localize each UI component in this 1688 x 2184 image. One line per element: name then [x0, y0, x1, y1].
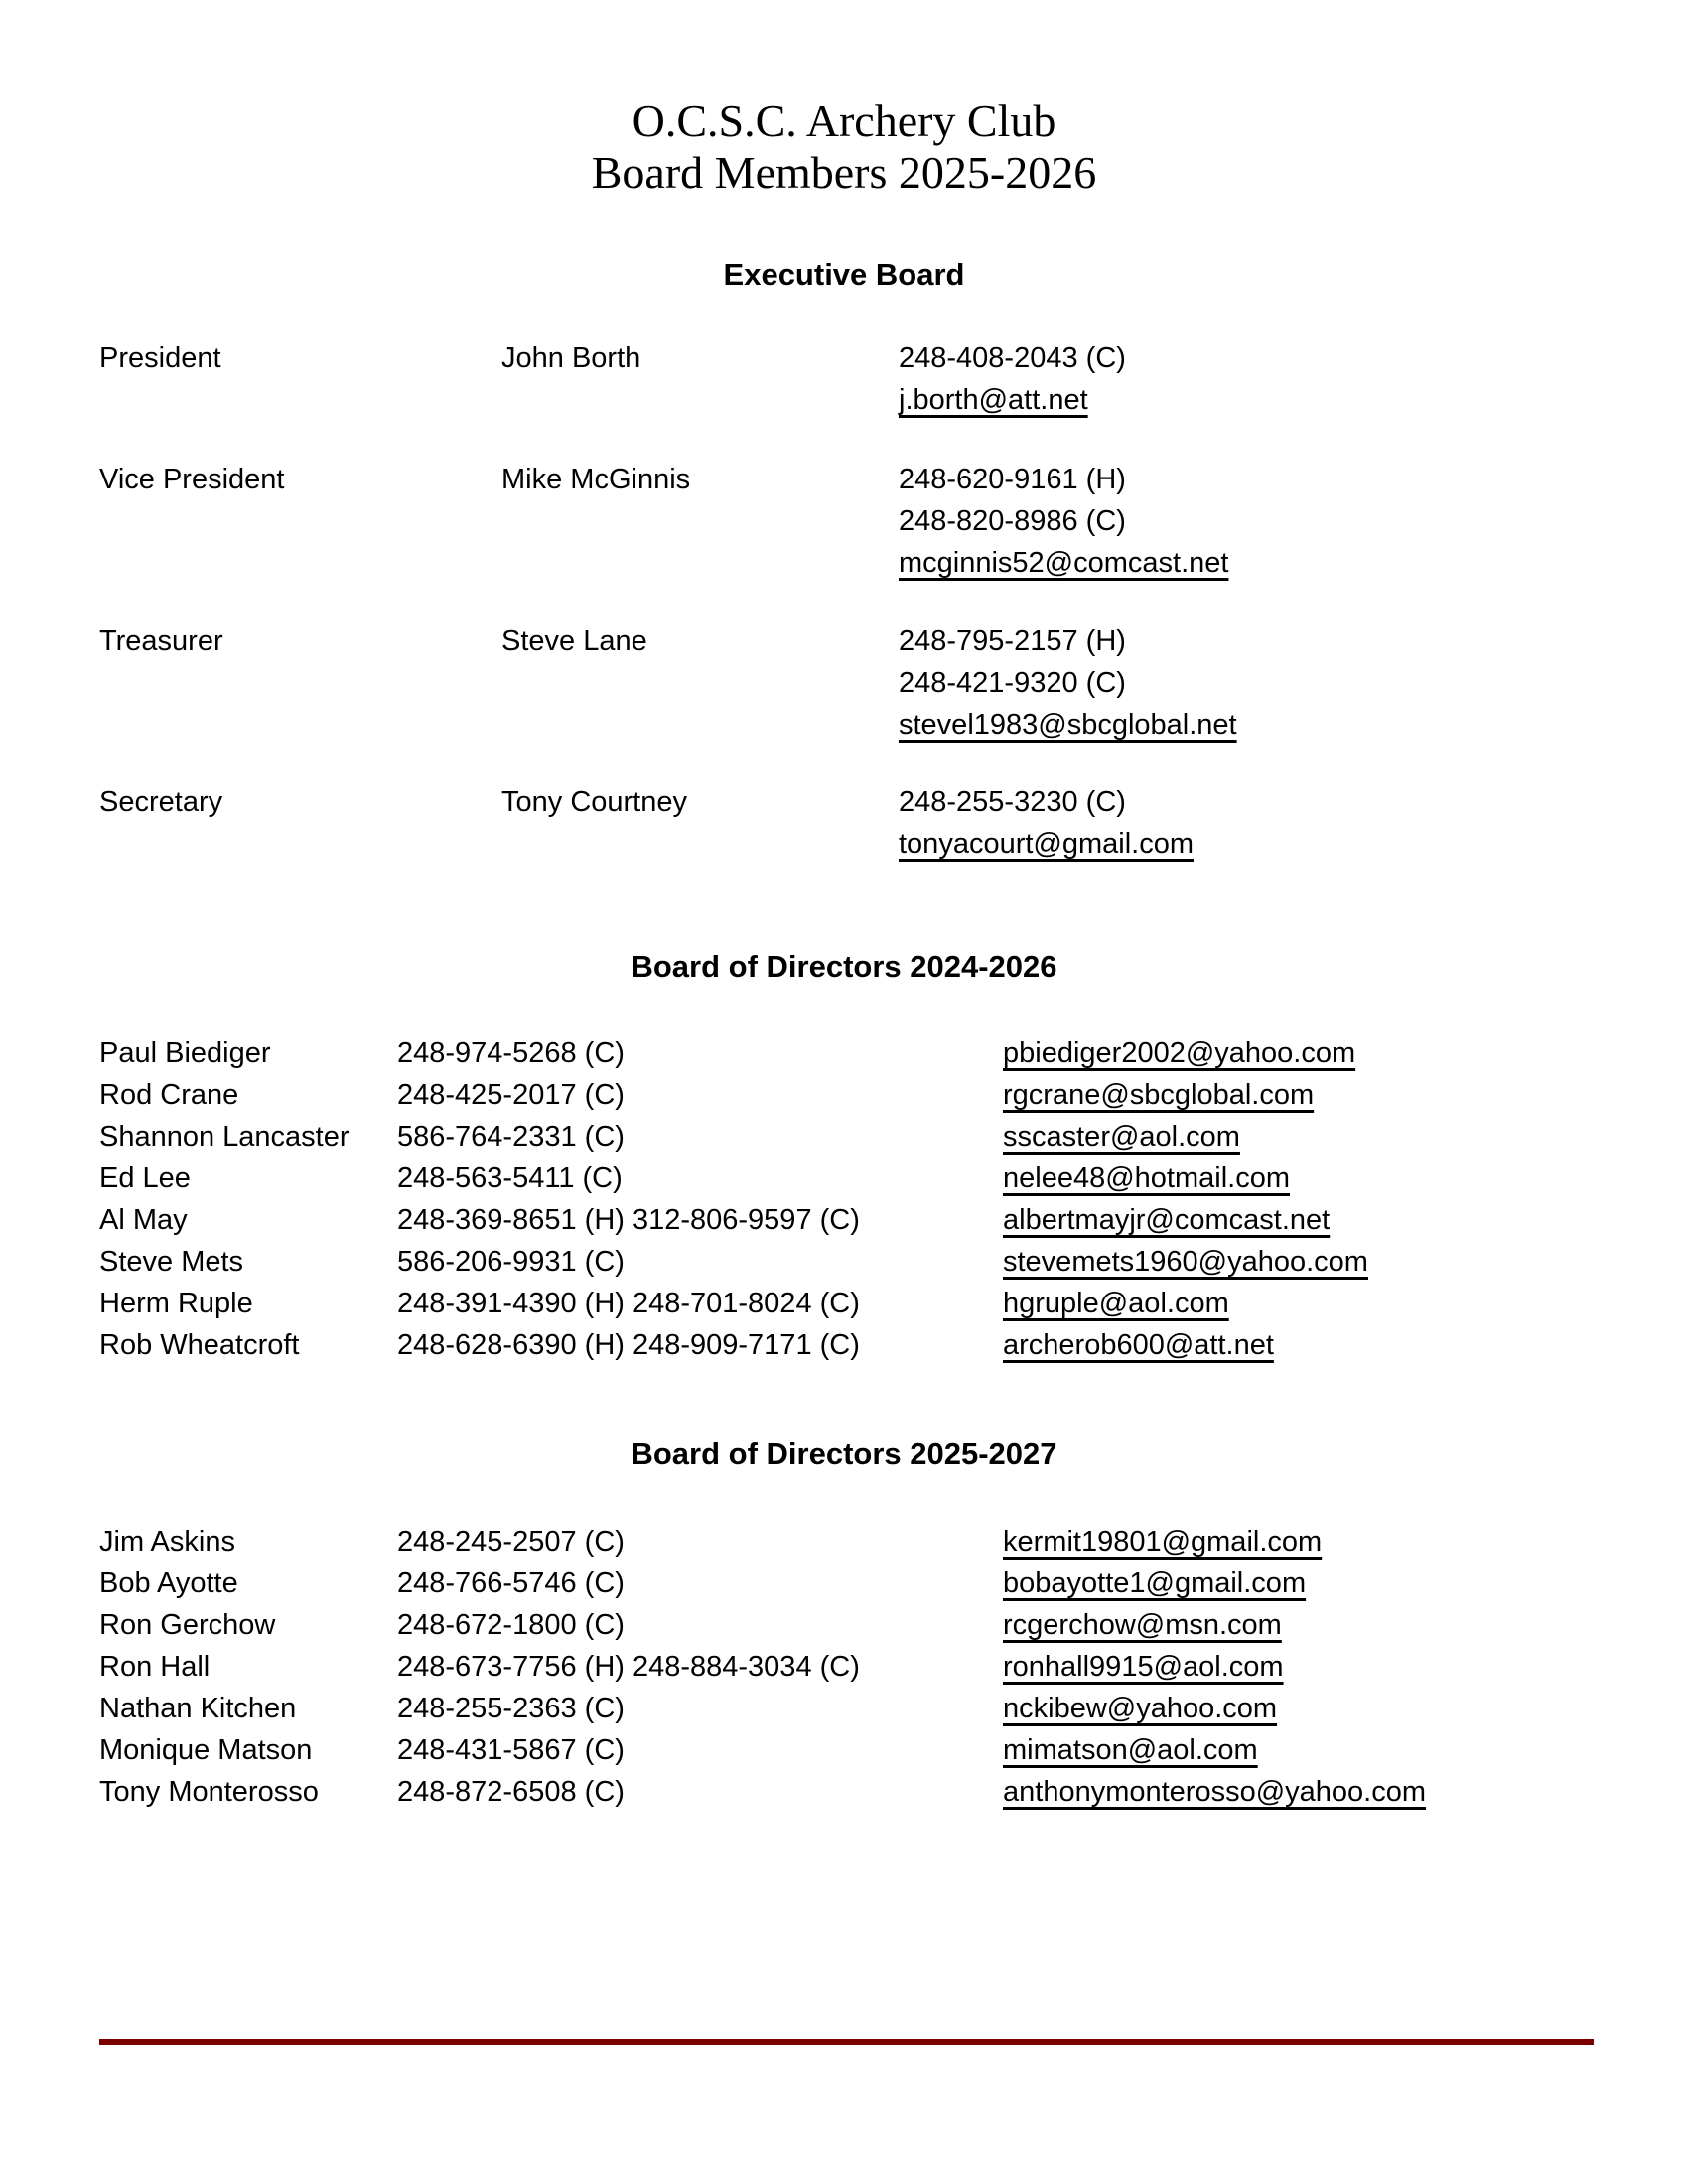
member-name: Steve Lane — [501, 625, 647, 657]
email-link[interactable]: mcginnis52@comcast.net — [899, 547, 1229, 579]
email-link[interactable]: hgruple@aol.com — [1003, 1288, 1229, 1319]
divider-line — [99, 2039, 1594, 2045]
contact-block — [899, 620, 1237, 746]
email-link[interactable]: stevel1983@sbcglobal.net — [899, 709, 1237, 741]
phone-text: 248-795-2157 (H) — [899, 625, 1126, 657]
director-row — [0, 1688, 1688, 1729]
director-row — [0, 1283, 1688, 1324]
director-name: Herm Ruple — [99, 1288, 253, 1319]
email-link[interactable]: nelee48@hotmail.com — [1003, 1162, 1290, 1194]
member-name: John Borth — [501, 342, 641, 374]
email-link[interactable]: tonyacourt@gmail.com — [899, 828, 1194, 860]
email-link[interactable]: ronhall9915@aol.com — [1003, 1651, 1284, 1683]
phone-text: 248-563-5411 (C) — [397, 1162, 623, 1194]
contact-block — [899, 459, 1228, 584]
phone-text: 248-425-2017 (C) — [397, 1079, 625, 1111]
email-link[interactable]: mimatson@aol.com — [1003, 1734, 1258, 1766]
email-link[interactable]: rcgerchow@msn.com — [1003, 1609, 1282, 1641]
phone-text: 586-764-2331 (C) — [397, 1121, 625, 1153]
phone-text: 248-245-2507 (C) — [397, 1526, 625, 1558]
director-row — [0, 1116, 1688, 1158]
email-link[interactable]: albertmayjr@comcast.net — [1003, 1204, 1331, 1236]
role-label: Treasurer — [99, 625, 223, 657]
member-name: Mike McGinnis — [501, 464, 691, 495]
director-row — [0, 1199, 1688, 1241]
email-link[interactable]: stevemets1960@yahoo.com — [1003, 1246, 1368, 1278]
email-link[interactable]: sscaster@aol.com — [1003, 1121, 1240, 1153]
director-row — [0, 1521, 1688, 1563]
director-name: Steve Mets — [99, 1246, 244, 1278]
director-name: Ron Gerchow — [99, 1609, 276, 1641]
executive-board-heading: Executive Board — [723, 257, 965, 292]
role-label: Vice President — [99, 464, 285, 495]
email-link[interactable]: rgcrane@sbcglobal.com — [1003, 1079, 1315, 1111]
phone-text: 248-408-2043 (C) — [899, 342, 1126, 374]
director-row — [0, 1604, 1688, 1646]
director-name: Nathan Kitchen — [99, 1693, 297, 1724]
document-title-line1: O.C.S.C. Archery Club — [632, 95, 1056, 146]
director-name: Rod Crane — [99, 1079, 239, 1111]
director-row — [0, 1563, 1688, 1604]
director-row — [0, 1771, 1688, 1813]
director-name: Ron Hall — [99, 1651, 211, 1683]
role-label: President — [99, 342, 221, 374]
phone-text: 248-255-2363 (C) — [397, 1693, 625, 1724]
email-link[interactable]: anthonymonterosso@yahoo.com — [1003, 1776, 1427, 1808]
director-row — [0, 1324, 1688, 1366]
document-title — [0, 95, 1688, 199]
director-row — [0, 1646, 1688, 1688]
phone-text: 248-421-9320 (C) — [899, 667, 1126, 699]
phone-text: 248-820-8986 (C) — [899, 505, 1126, 537]
phone-text: 248-391-4390 (H) 248-701-8024 (C) — [397, 1288, 860, 1319]
phone-text: 248-255-3230 (C) — [899, 786, 1126, 818]
director-name: Rob Wheatcroft — [99, 1329, 300, 1361]
director-name: Paul Biediger — [99, 1037, 271, 1069]
email-link[interactable]: archerob600@att.net — [1003, 1329, 1274, 1361]
director-name: Tony Monterosso — [99, 1776, 319, 1808]
phone-text: 586-206-9931 (C) — [397, 1246, 625, 1278]
contact-block — [899, 781, 1194, 865]
director-row — [0, 1158, 1688, 1199]
directors-2024-2026-heading: Board of Directors 2024-2026 — [631, 949, 1057, 984]
director-name: Jim Askins — [99, 1526, 235, 1558]
phone-text: 248-431-5867 (C) — [397, 1734, 625, 1766]
director-row — [0, 1729, 1688, 1771]
director-name: Monique Matson — [99, 1734, 313, 1766]
phone-text: 248-766-5746 (C) — [397, 1568, 625, 1599]
contact-block — [899, 338, 1126, 421]
role-label: Secretary — [99, 786, 223, 818]
email-link[interactable]: pbiediger2002@yahoo.com — [1003, 1037, 1356, 1069]
director-row — [0, 1032, 1688, 1074]
directors-2025-2027-heading: Board of Directors 2025-2027 — [631, 1436, 1057, 1471]
director-row — [0, 1074, 1688, 1116]
director-name: Bob Ayotte — [99, 1568, 238, 1599]
phone-text: 248-872-6508 (C) — [397, 1776, 625, 1808]
phone-text: 248-672-1800 (C) — [397, 1609, 625, 1641]
email-link[interactable]: bobayotte1@gmail.com — [1003, 1568, 1307, 1599]
email-link[interactable]: nckibew@yahoo.com — [1003, 1693, 1278, 1724]
director-row — [0, 1241, 1688, 1283]
phone-text: 248-673-7756 (H) 248-884-3034 (C) — [397, 1651, 860, 1683]
director-name: Ed Lee — [99, 1162, 191, 1194]
document-title-line2: Board Members 2025-2026 — [591, 147, 1097, 198]
phone-text: 248-628-6390 (H) 248-909-7171 (C) — [397, 1329, 860, 1361]
phone-text: 248-974-5268 (C) — [397, 1037, 625, 1069]
email-link[interactable]: j.borth@att.net — [899, 384, 1088, 416]
director-name: Shannon Lancaster — [99, 1121, 350, 1153]
email-link[interactable]: kermit19801@gmail.com — [1003, 1526, 1323, 1558]
phone-text: 248-620-9161 (H) — [899, 464, 1126, 495]
phone-text: 248-369-8651 (H) 312-806-9597 (C) — [397, 1204, 860, 1236]
member-name: Tony Courtney — [501, 786, 687, 818]
director-name: Al May — [99, 1204, 188, 1236]
